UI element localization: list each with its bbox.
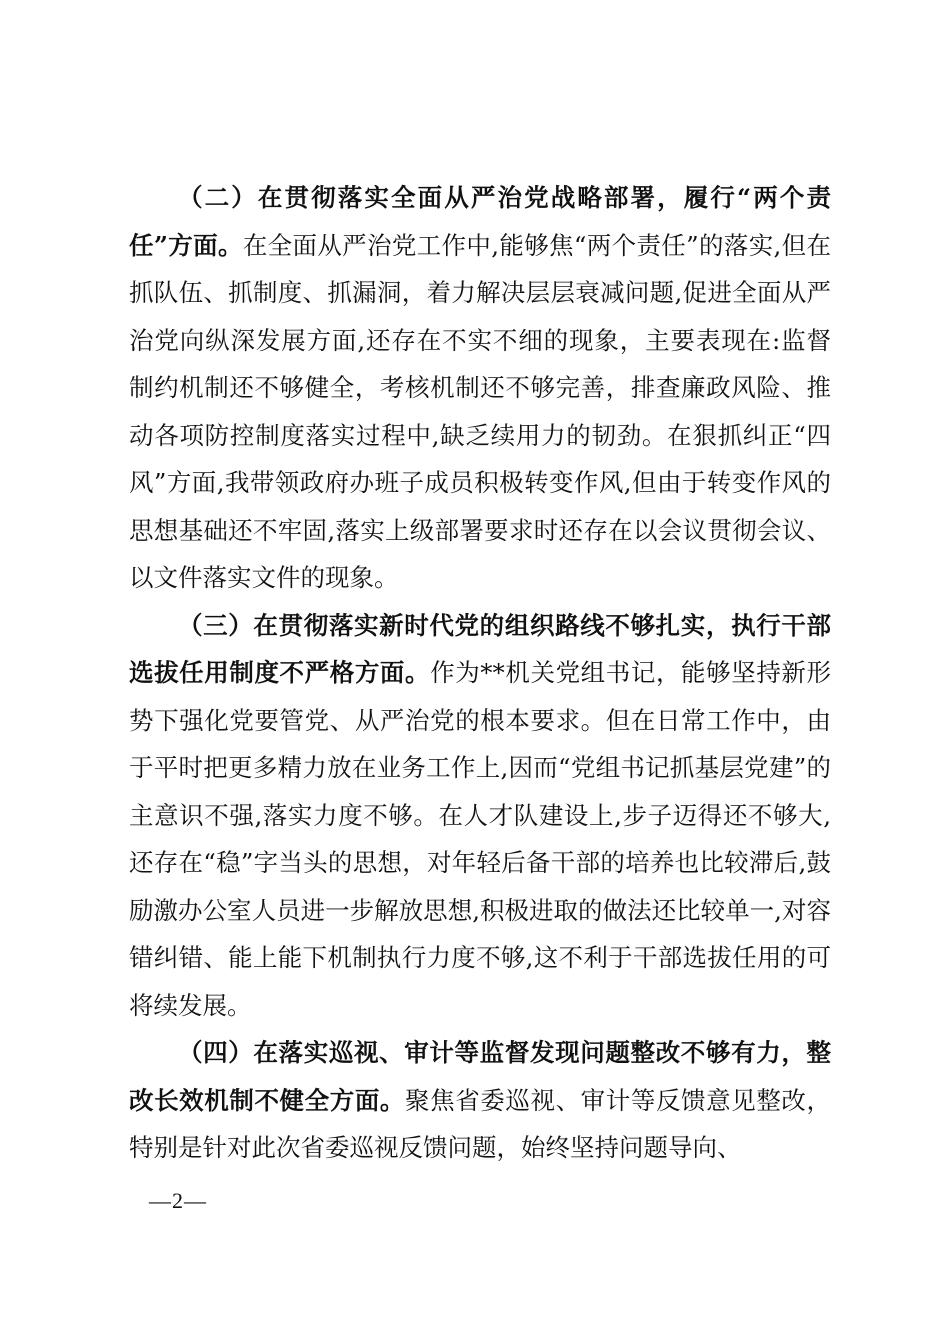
paragraph-4-heading: （四）在落实巡视、审计等监督发现问题整改不够有力，整改长效机制不健全方面。 — [129, 1038, 831, 1115]
paragraph-4-body: 聚焦省委巡视、审计等反馈意见整改，特别是针对此次省委巡视反馈问题，始终坚持问题导向、 — [129, 1085, 832, 1162]
paragraph-3 — [129, 602, 831, 1030]
document-body — [129, 174, 831, 1172]
paragraph-4 — [129, 1029, 831, 1172]
paragraph-2-body: 在全面从严治党工作中,能够焦“两个责任”的落实,但在抓队伍、抓制度、抓漏洞，着力解决层层衰减问题,促进全面从严治党向纵深发展方面,还存在不实不细的现象，主要表现在:监督制约机制还不够健全，考核机制还不够完善，排查廉政风险、推动各项防控制度落实过程中,缺乏续用力的韧劲。在狠抓纠正“四风”方面,我带领政府办班子成员积极转变作风,但由于转变作风的思想基础还不牢固,落实上级部署要求时还存在以会议贯彻会议、以文件落实文件的现象。 — [129, 230, 832, 592]
paragraph-3-heading: （三）在贯彻落实新时代党的组织路线不够扎实，执行干部选拔任用制度不严格方面。 — [129, 610, 831, 687]
page-number: —2— — [149, 1188, 207, 1213]
paragraph-2-heading: （二）在贯彻落实全面从严治党战略部署，履行“两个责任”方面。 — [129, 183, 831, 260]
paragraph-2 — [129, 174, 831, 602]
paragraph-3-body: 作为**机关党组书记，能够坚持新形势下强化党要管党、从严治党的根本要求。但在日常工作中，由于平时把更多精力放在业务工作上,因而“党组书记抓基层党建”的主意识不强,落实力度不够。在人才队建设上,步子迈得还不够大,还存在“稳”字当头的思想，对年轻后备干部的培养也比较滞后,鼓励激办公室人员进一步解放思想,积极进取的做法还比较单一,对容错纠错、能上能下机制执行力度不够,这不利于干部选拔任用的可将续发展。 — [129, 658, 832, 1020]
